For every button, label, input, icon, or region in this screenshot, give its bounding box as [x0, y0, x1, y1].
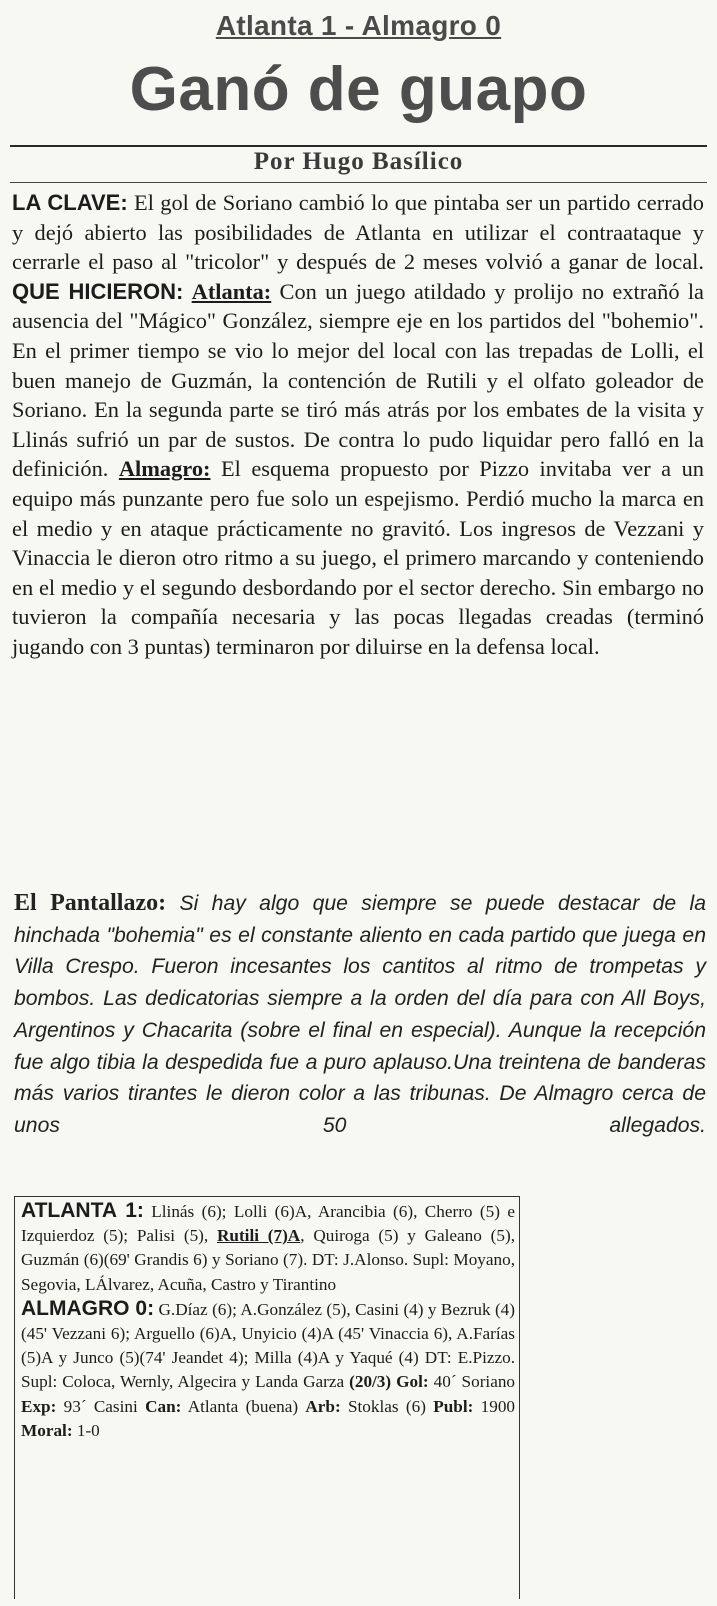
- moral-label: Moral:: [21, 1420, 73, 1440]
- atlanta-lineup-text-2: , Quiroga (5) y Galeano (5), Guzmán (6)(69' Grandis 6) y Soriano (7). DT: J.Alonso. Supl: Moyano, Segovia, LÁlvarez, Acuña, Castro y Tirantino: [21, 1226, 515, 1294]
- bottom-rule: [10, 182, 707, 183]
- atlanta-lineup-text-1: Llinás (6); Lolli (6)A, Arancibia (6), Cherro (5) e Izquierdoz (5); Palisi (5),: [21, 1202, 515, 1246]
- pantallazo-section: [14, 888, 706, 1142]
- arb-label: Arb:: [305, 1396, 341, 1416]
- can-label: Can:: [145, 1396, 182, 1416]
- almagro-lineup: [21, 1297, 515, 1443]
- atlanta-label: Atlanta:: [191, 278, 272, 304]
- pantallazo-label: El Pantallazo:: [14, 890, 167, 916]
- arb-value: Stoklas (6): [340, 1396, 434, 1416]
- can-value: Atlanta (buena): [181, 1396, 306, 1416]
- gol-label: Gol:: [396, 1372, 429, 1392]
- atlanta-analysis: Con un juego atildado y prolijo no extrañó la ausencia del "Mágico" González, siempre eje en los partidos del "bohemio". En el primer tiempo se vio lo mejor del local con las trepadas de Lolli, el buen manejo de Guzmán, la contención de Rutili y el olfato goleador de Soriano. En la segunda parte se tiró más atrás por los embates de la visita y Llinás sufrió un par de sustos. De contra lo pudo liquidar pero falló en la definición.: [12, 278, 704, 482]
- la-clave-paragraph: [12, 188, 704, 277]
- almagro-label: Almagro:: [118, 456, 211, 482]
- exp-label: Exp:: [21, 1396, 57, 1416]
- moral-value: 1-0: [72, 1420, 100, 1440]
- que-hicieron-label: QUE HICIERON:: [12, 278, 184, 304]
- match-date: (20/3): [349, 1372, 392, 1392]
- lineup-box: [14, 1196, 520, 1599]
- publ-value: 1900: [473, 1396, 516, 1416]
- article-title: Ganó de guapo: [129, 55, 588, 124]
- match-result-heading: Atlanta 1 - Almagro 0: [215, 10, 502, 41]
- lineup-text: [21, 1199, 515, 1443]
- gol-value: 40´ Soriano: [428, 1372, 516, 1392]
- atlanta-lineup: [21, 1199, 515, 1297]
- almagro-analysis: El esquema propuesto por Pizzo invitaba ver a un equipo más punzante pero fue solo un espejismo. Perdió mucho la marca en el medio y en ataque prácticamente no gravitó. Los ingresos de Vezzani y Vinaccia le dieron otro ritmo a su juego, el primero marcando y conteniendo en el medio y el segundo desbordando por el sector derecho. Sin embargo no tuvieron la compañía necesaria y las pocas llegadas creadas (terminó jugando con 3 puntas) terminaron por diluirse en la defensa local.: [12, 456, 704, 659]
- byline: Por Hugo Basílico: [253, 148, 464, 175]
- almagro-lineup-label: ALMAGRO 0:: [21, 1296, 155, 1320]
- article-body: [12, 188, 704, 662]
- la-clave-label: LA CLAVE:: [12, 190, 128, 215]
- que-hicieron-paragraph: [12, 277, 704, 662]
- exp-value: 93´ Casini: [56, 1396, 146, 1416]
- atlanta-lineup-label: ATLANTA 1:: [21, 1199, 144, 1222]
- pantallazo-text: Si hay algo que siempre se puede destacar de la hinchada "bohemia" es el constante aliento en cada partido que juega en Villa Crespo. Fueron incesantes los cantitos al ritmo de trompetas y bombos. Las dedicatorias siempre a la orden del día para con All Boys, Argentinos y Chacarita (sobre el final en especial). Aunque la recepción fue algo tibia la despedida fue a puro aplauso.Una treintena de banderas más varios tirantes le dieron color a las tribunas. De Almagro cerca de unos 50 allegados.: [14, 892, 707, 1137]
- top-rule: [10, 145, 707, 147]
- la-clave-text: El gol de Soriano cambió lo que pintaba ser un partido cerrado y dejó abierto las posibilidades de Atlanta en utilizar el contraataque y cerrarle el paso al "tricolor" y después de 2 meses volvió a ganar de local.: [12, 190, 704, 275]
- publ-label: Publ:: [433, 1396, 474, 1416]
- atlanta-figure: Rutili (7)A: [216, 1226, 301, 1246]
- almagro-lineup-text: G.Díaz (6); A.González (5), Casini (4) y Bezruk (4)(45' Vezzani 6); Arguello (6)A, Unyicio (4)A (45' Vinaccia 6), A.Farías (5)A y Junco (5)(74' Jeandet 4); Milla (4)A y Yaqué (4) DT: E.Pizzo. Supl: Coloca, Wernly, Algecira y Landa Garza: [21, 1299, 515, 1392]
